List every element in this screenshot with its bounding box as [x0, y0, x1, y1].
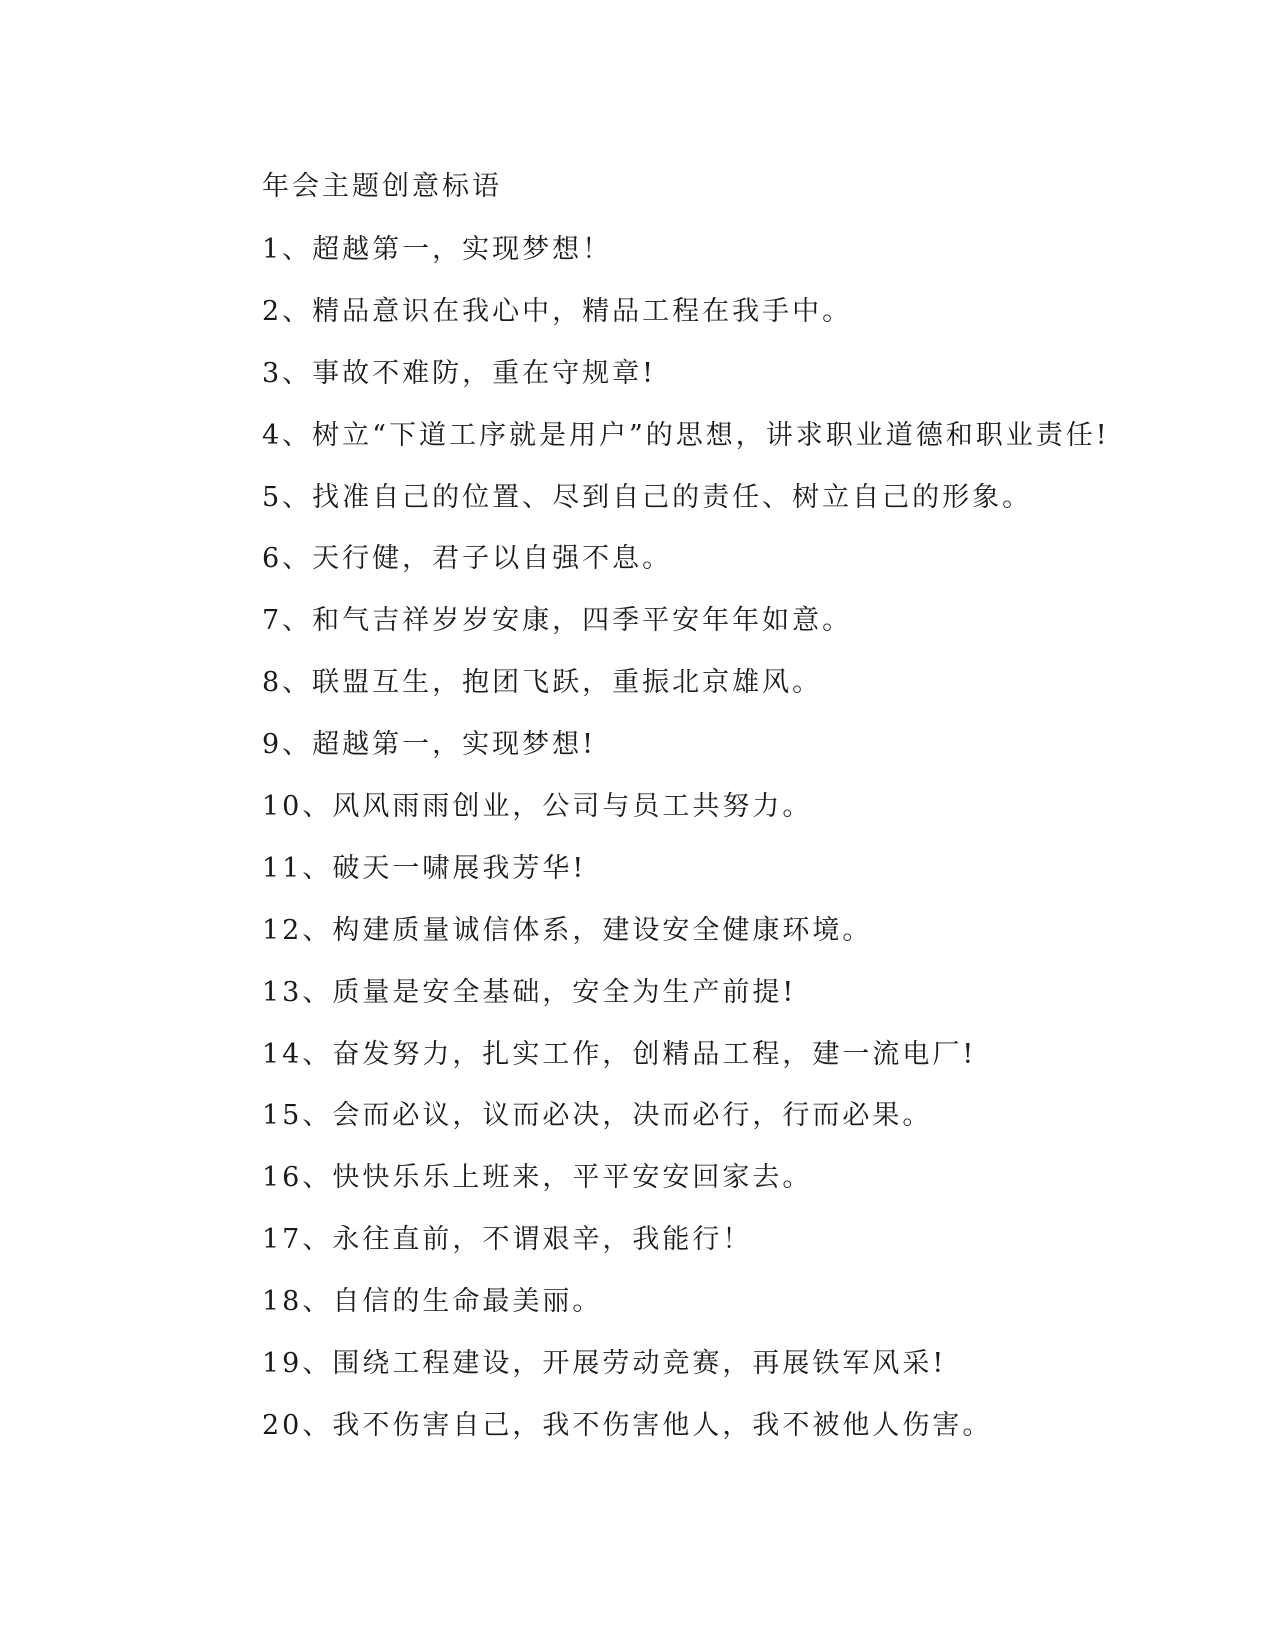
- page-title: 年会主题创意标语: [262, 171, 502, 202]
- slogan-item-3: 3、事故不难防，重在守规章!: [262, 357, 657, 389]
- slogan-item-11: 11、破天一啸展我芳华!: [262, 852, 587, 884]
- slogan-item-1: 1、超越第一，实现梦想！: [262, 234, 613, 265]
- slogan-item-9: 9、超越第一，实现梦想!: [262, 729, 597, 761]
- slogan-item-8: 8、联盟互生，抱团飞跃，重振北京雄风。: [262, 667, 823, 699]
- slogan-item-7: 7、和气吉祥岁岁安康，四季平安年年如意。: [262, 605, 853, 637]
- slogan-item-2: 2、精品意识在我心中，精品工程在我手中。: [262, 295, 853, 327]
- slogan-item-15: 15、会而必议，议而必决，决而必行，行而必果。: [262, 1100, 933, 1132]
- slogan-list: [262, 230, 1110, 1468]
- slogan-item-6: 6、天行健，君子以自强不息。: [262, 543, 673, 575]
- slogan-item-14: 14、奋发努力，扎实工作，创精品工程，建一流电厂!: [262, 1038, 977, 1070]
- slogan-item-17: 17、永往直前，不谓艰辛，我能行！: [262, 1224, 753, 1256]
- slogan-item-12: 12、构建质量诚信体系，建设安全健康环境。: [262, 914, 873, 946]
- slogan-item-5: 5、找准自己的位置、尽到自己的责任、树立自己的形象。: [262, 481, 1033, 513]
- slogan-item-18: 18、自信的生命最美丽。: [262, 1286, 603, 1318]
- slogan-item-13: 13、质量是安全基础，安全为生产前提!: [262, 976, 797, 1008]
- slogan-item-4: 4、树立“下道工序就是用户”的思想，讲求职业道德和职业责任!: [262, 419, 1110, 451]
- slogan-item-16: 16、快快乐乐上班来，平平安安回家去。: [262, 1162, 813, 1194]
- slogan-item-19: 19、围绕工程建设，开展劳动竞赛，再展铁军风采!: [262, 1348, 947, 1380]
- slogan-item-10: 10、风风雨雨创业，公司与员工共努力。: [262, 791, 813, 823]
- slogan-item-20: 20、我不伤害自己，我不伤害他人，我不被他人伤害。: [262, 1409, 993, 1441]
